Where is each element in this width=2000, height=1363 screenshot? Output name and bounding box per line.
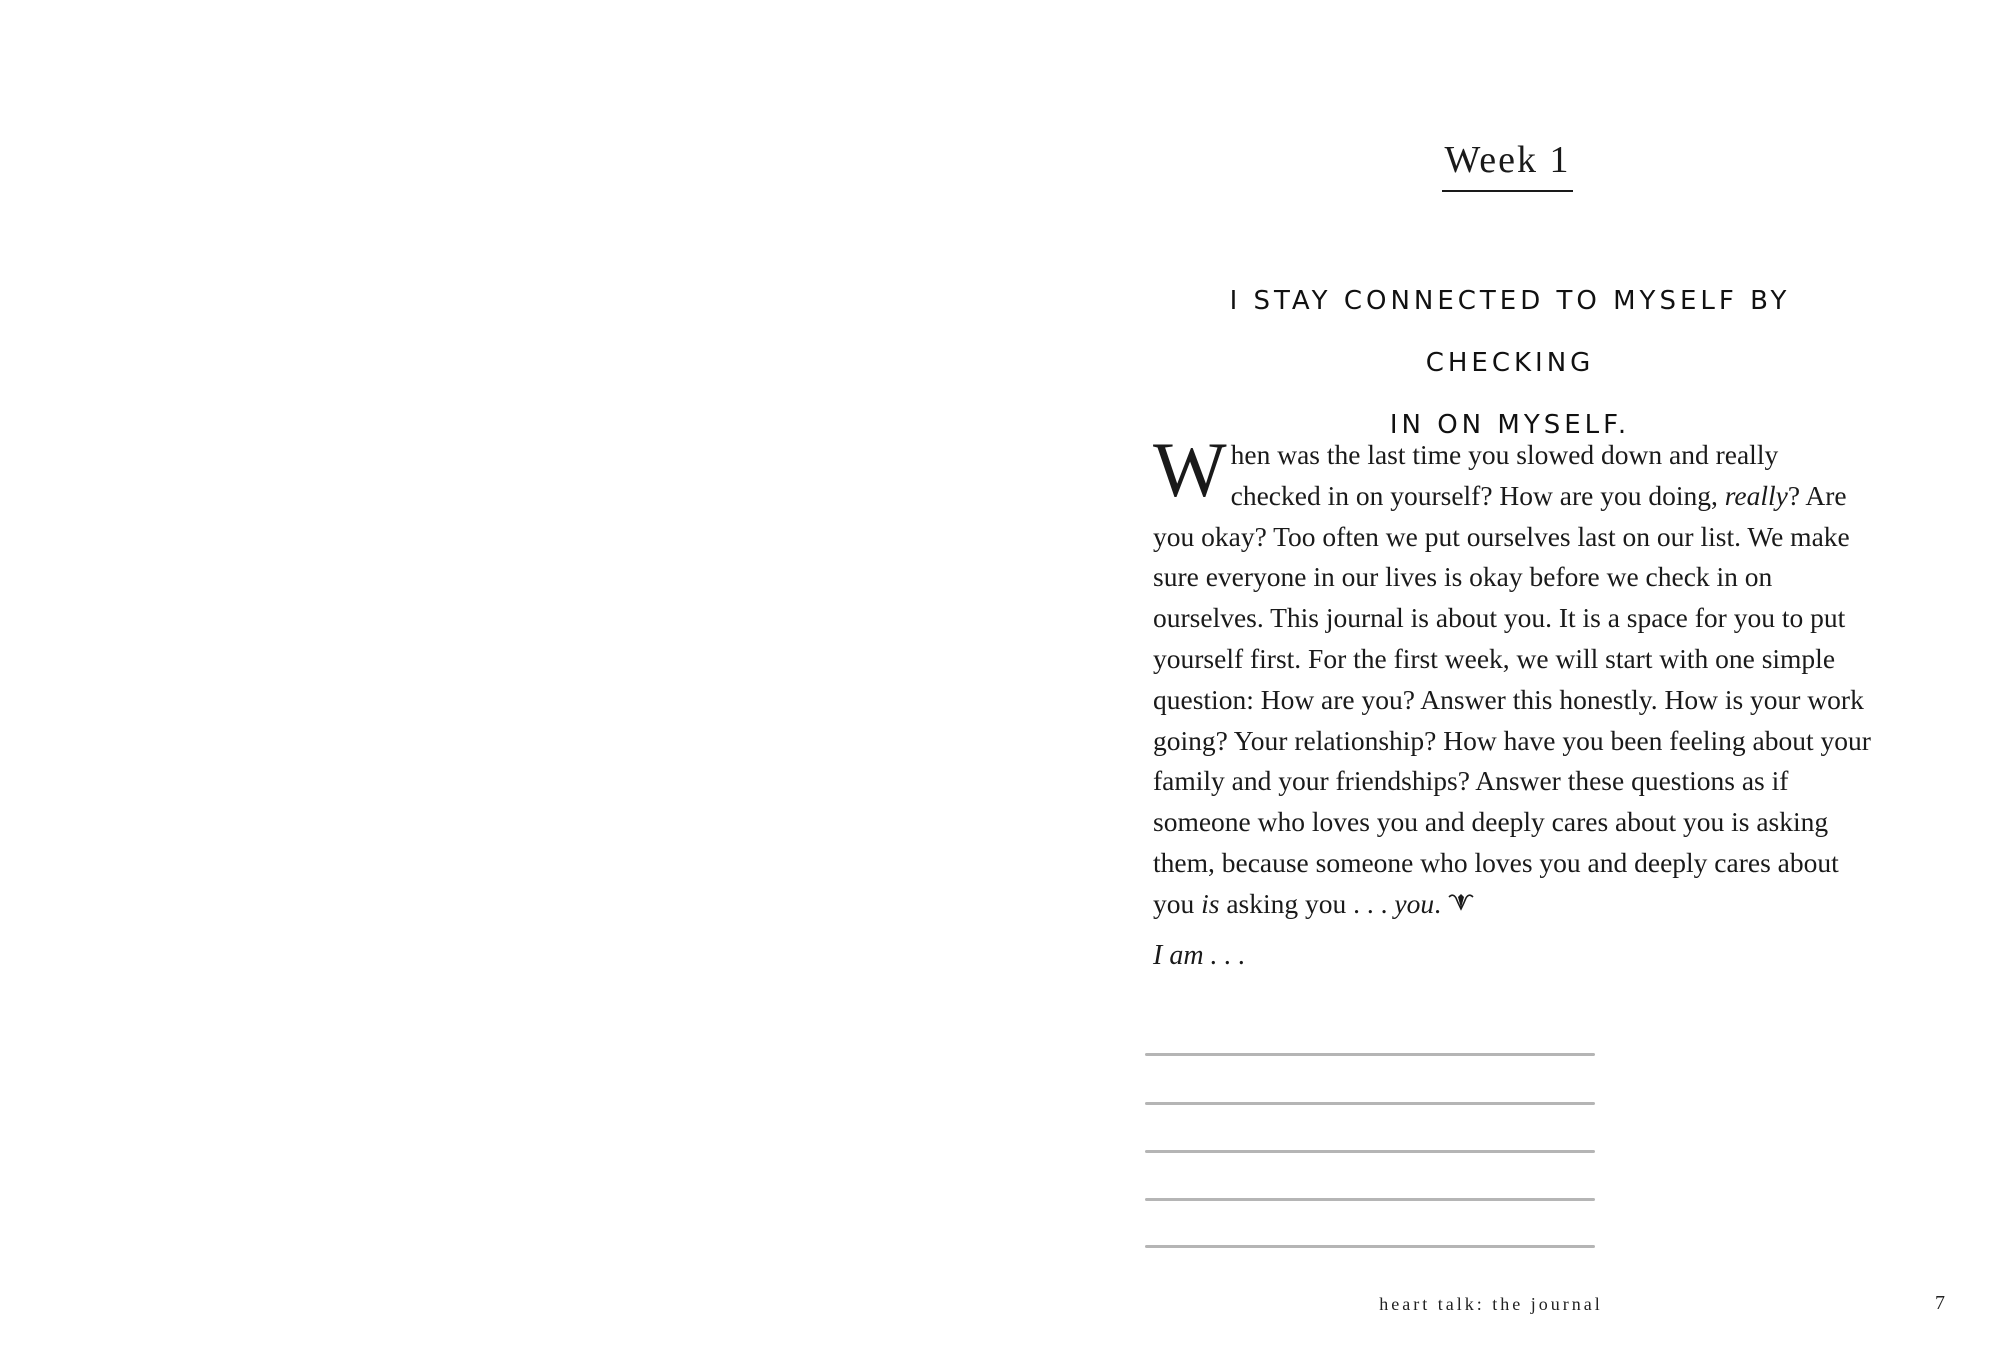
body-segment: asking you . . .	[1219, 887, 1395, 919]
body-segment: .	[1434, 887, 1441, 919]
fleuron-icon	[1447, 886, 1475, 927]
writing-line[interactable]	[1145, 1150, 1595, 1153]
body-segment: hen was the last time you slowed down and really checked in on yourself? How are you doing,	[1230, 439, 1779, 511]
running-footer	[1000, 1294, 2000, 1315]
week-heading-text: Week 1	[1442, 138, 1572, 192]
week-heading	[1000, 138, 2000, 192]
page-number: 7	[1935, 1292, 1945, 1314]
body-segment-italic: is	[1201, 887, 1220, 919]
affirmation	[1150, 270, 1870, 456]
writing-line[interactable]	[1145, 1245, 1595, 1248]
body-segment-italic: you	[1394, 887, 1435, 919]
body-segment: ? Are you okay? Too often we put ourselves last on our list. We make sure everyone in our lives is okay before we check in on ourselves. This journal is about you. It is a space for you to put yourself first. For the first week, we will start with one simple question: How are you? Answer this honestly. How is your work going? Your relationship? How have you been feeling about your family and your friendships? Answer these questions as if someone who loves you and deeply cares about you is asking them, because someone who loves you and deeply cares about you	[1153, 479, 1871, 919]
body-segment-italic: really	[1724, 479, 1788, 511]
affirmation-line-1: I STAY CONNECTED TO MYSELF BY CHECKING	[1229, 286, 1791, 378]
running-footer-text: heart talk: the journal	[1379, 1294, 1603, 1314]
journal-prompt: I am . . .	[1153, 940, 1246, 971]
body-paragraph	[1153, 426, 1873, 927]
affirmation-line-2: IN ON MYSELF.	[1389, 410, 1631, 440]
writing-line[interactable]	[1145, 1198, 1595, 1201]
drop-cap: W	[1153, 426, 1227, 513]
writing-line[interactable]	[1145, 1053, 1595, 1056]
writing-line[interactable]	[1145, 1102, 1595, 1105]
